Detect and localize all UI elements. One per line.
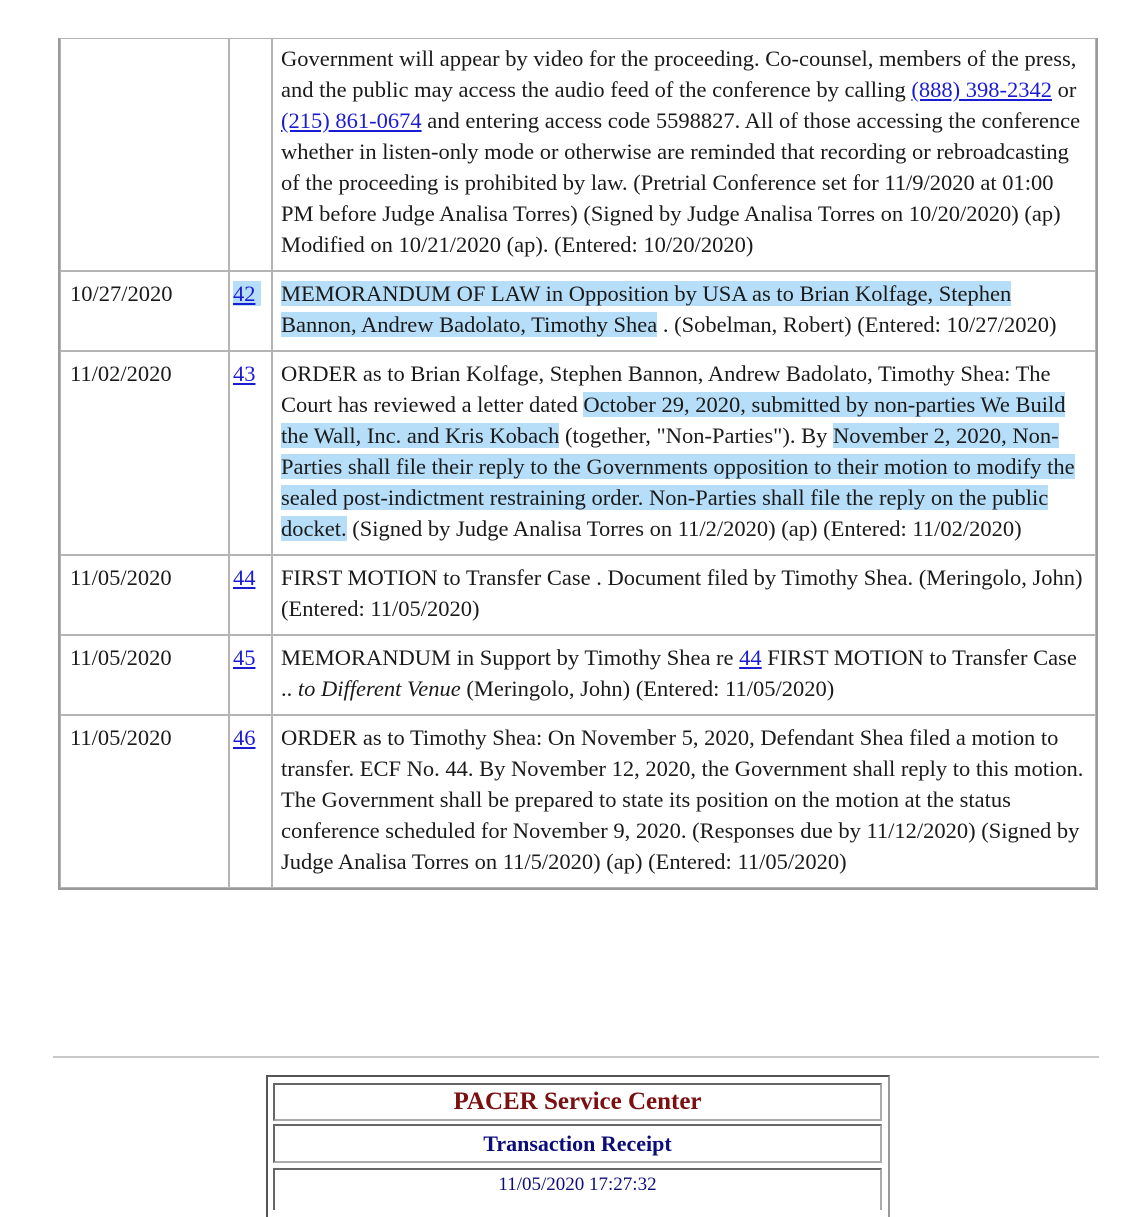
docket-text: or — [1057, 77, 1077, 102]
docket-number-link[interactable]: 44 — [233, 565, 256, 590]
docket-number-link[interactable]: 46 — [233, 725, 256, 750]
date-cell: 11/02/2020 — [60, 351, 229, 555]
receipt-timestamp-box — [273, 1168, 882, 1210]
docket-text-cell: ORDER as to Timothy Shea: On November 5, 2020, Defendant Shea filed a motion to transfer. ECF No. 44. By November 12, 2020, the Government shall reply to this motion. The Government shall be prepared to state its position on the motion at the status conference scheduled for November 9, 2020. (Responses due by 11/12/2020) (Signed by Judge Analisa Torres on 11/5/2020) (ap) (Entered: 11/05/2020) — [272, 715, 1096, 888]
docket-text-cell: FIRST MOTION to Transfer Case . Document filed by Timothy Shea. (Meringolo, John) (Entered: 11/05/2020) — [272, 555, 1096, 635]
date-cell — [60, 38, 229, 271]
docket-text: (Meringolo, John) (Entered: 11/05/2020) — [460, 676, 835, 701]
date-cell: 11/05/2020 — [60, 635, 229, 715]
docket-text-cell — [272, 271, 1096, 351]
receipt-subtitle-box — [273, 1124, 882, 1163]
table-row — [60, 38, 1096, 271]
highlight-gap — [256, 281, 262, 306]
docket-reference-link[interactable]: 44 — [739, 645, 762, 670]
docket-text: MEMORANDUM in Support by Timothy Shea re — [281, 645, 740, 670]
docket-text: and entering access code 5598827. All of those accessing the conference whether in listen-only mode or otherwise are reminded that recording or rebroadcasting of the proceeding is prohibited by law. (Pretrial Conference set for 11/9/2020 at 01:00 PM before Judge Analisa Torres) (Signed by Judge Analisa Torres on 10/20/2020) (ap) Modified on 10/21/2020 (ap). (Entered: 10/20/2020) — [281, 108, 1081, 257]
docket-text: (together, "Non-Parties"). By — [559, 423, 833, 448]
docket-text: (Signed by Judge Analisa Torres on 11/2/2020) (ap) (Entered: 11/02/2020) — [346, 516, 1022, 541]
horizontal-rule — [53, 1056, 1099, 1058]
phone-link[interactable]: (888) 398-2342 — [911, 77, 1052, 102]
docket-text-cell — [272, 38, 1096, 271]
pacer-title: PACER Service Center — [453, 1088, 702, 1115]
docket-text-cell — [272, 635, 1096, 715]
number-cell — [229, 351, 272, 555]
docket-number-link[interactable]: 43 — [233, 361, 256, 386]
number-cell — [229, 38, 272, 271]
table-row — [60, 555, 1096, 635]
receipt-title-box — [273, 1083, 882, 1121]
highlighted-text: MEMORANDUM OF LAW in Opposition by USA as to Brian Kolfage, Stephen Bannon, Andrew Badolato, Timothy Shea — [281, 281, 1012, 337]
highlighted-text: November 2, 2020, Non-Parties shall file their reply to the Governments opposition to their motion to modify the sealed post-indictment restraining order. Non-Parties shall file the reply on the public docket. — [281, 423, 1075, 541]
docket-text: ORDER as to Brian Kolfage, Stephen Bannon, Andrew Badolato, Timothy Shea: The Court has reviewed a letter dated — [281, 361, 1051, 417]
docket-number-link[interactable]: 45 — [233, 645, 256, 670]
docket-table — [58, 38, 1098, 890]
docket-text: FIRST MOTION to Transfer Case .. — [281, 645, 1077, 701]
number-cell — [229, 271, 272, 351]
docket-text: Government will appear by video for the proceeding. Co-counsel, members of the press, and the public may access the audio feed of the conference by calling — [281, 46, 1077, 102]
table-row — [60, 351, 1096, 555]
date-cell: 10/27/2020 — [60, 271, 229, 351]
highlighted-text: October 29, 2020, submitted by non-parties We Build the Wall, Inc. and Kris Kobach — [281, 392, 1066, 448]
number-cell — [229, 635, 272, 715]
table-row — [60, 271, 1096, 351]
docket-number-link[interactable]: 42 — [233, 281, 256, 306]
receipt-subtitle: Transaction Receipt — [483, 1131, 672, 1156]
docket-text-cell — [272, 351, 1096, 555]
phone-link[interactable]: (215) 861-0674 — [281, 108, 422, 133]
pacer-receipt — [266, 1075, 890, 1217]
docket-text: . (Sobelman, Robert) (Entered: 10/27/2020) — [657, 312, 1057, 337]
date-cell: 11/05/2020 — [60, 555, 229, 635]
table-row — [60, 715, 1096, 888]
receipt-timestamp: 11/05/2020 17:27:32 — [498, 1174, 657, 1195]
number-cell — [229, 555, 272, 635]
date-cell: 11/05/2020 — [60, 715, 229, 888]
number-cell — [229, 715, 272, 888]
italic-text: to Different Venue — [297, 676, 461, 701]
table-row — [60, 635, 1096, 715]
